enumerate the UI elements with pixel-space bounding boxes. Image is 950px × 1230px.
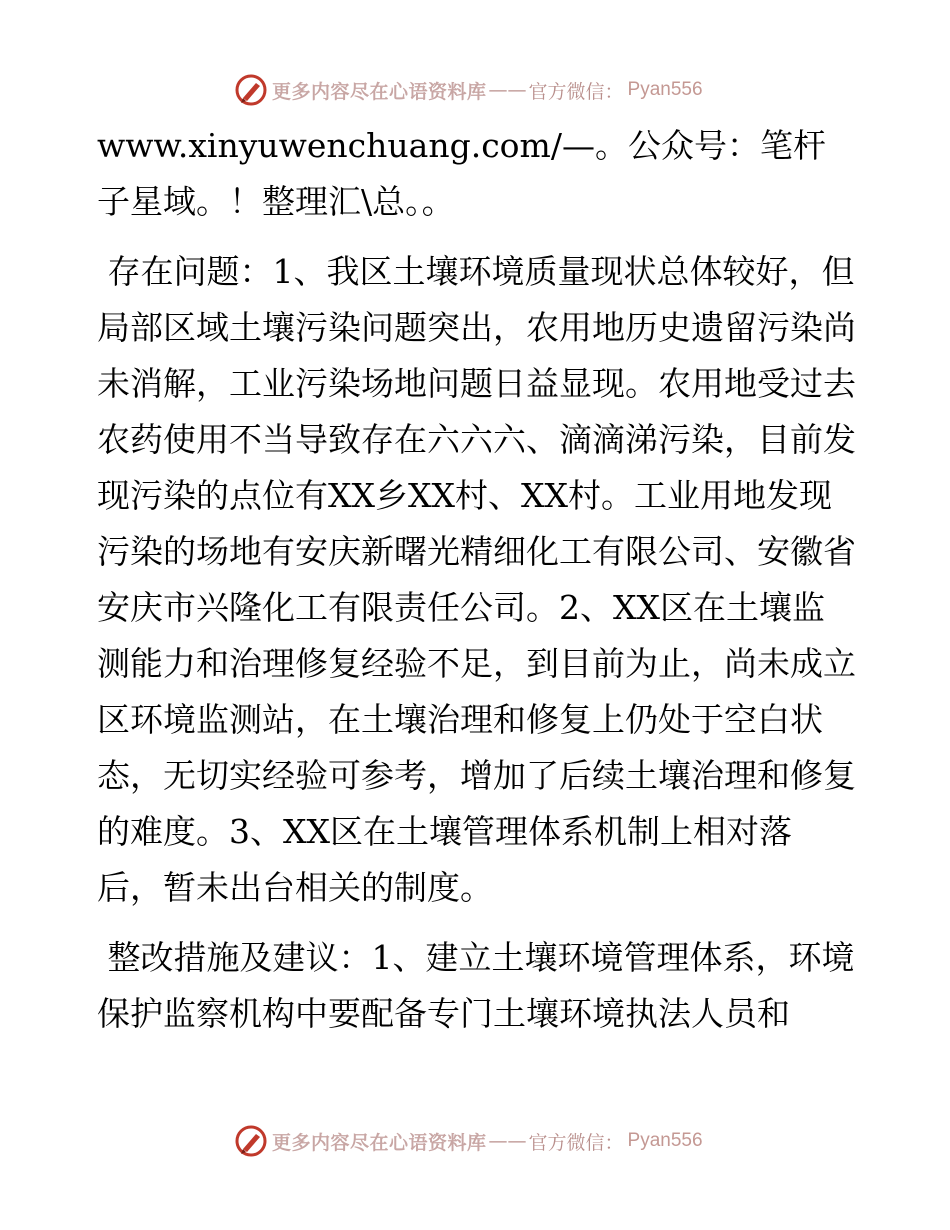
pen-logo-icon xyxy=(234,1124,268,1158)
banner-dash: —— xyxy=(488,1130,527,1152)
paragraph-source-line: www.xinyuwenchuang.com/—。公众号：笔杆子星域。！整理汇\总。。 xyxy=(97,126,826,221)
document-body xyxy=(97,118,857,1042)
banner-wechat-label: 官方微信： xyxy=(528,1131,624,1154)
banner-wechat-id: Pyan556 xyxy=(627,1130,703,1151)
paragraph-problems: 存在问题：1、我区土壤环境质量现状总体较好，但局部区域土壤污染问题突出，农用地历史遗留污染尚未消解，工业污染场地问题日益显现。农用地受过去农药使用不当导致存在六六六、滴滴涕污染，目前发现污染的点位有XX乡XX村、XX村。工业用地发现污染的场地有安庆新曙光精细化工有限公司、安徽省安庆市兴隆化工有限责任公司。2、XX区在土壤监测能力和治理修复经验不足，到目前为止，尚未成立区环境监测站，在土壤治理和修复上仍处于空白状态，无切实经验可参考，增加了后续土壤治理和修复的难度。3、XX区在土壤管理体系机制上相对落后，暂未出台相关的制度。 xyxy=(97,252,856,907)
banner-brand: 更多内容尽在心语资料库 xyxy=(272,80,487,103)
banner-wechat-label: 官方微信： xyxy=(528,80,624,103)
banner-brand: 更多内容尽在心语资料库 xyxy=(272,1131,487,1154)
pen-logo-icon xyxy=(234,73,268,107)
paragraph-measures: 整改措施及建议：1、建立土壤环境管理体系，环境保护监察机构中要配备专门土壤环境执法人员和 xyxy=(97,938,855,1033)
paragraph-gap xyxy=(97,916,857,930)
banner-wechat-id: Pyan556 xyxy=(627,79,703,100)
header-banner xyxy=(234,73,703,107)
footer-banner xyxy=(234,1124,703,1158)
banner-dash: —— xyxy=(488,79,527,101)
paragraph-gap xyxy=(97,230,857,244)
